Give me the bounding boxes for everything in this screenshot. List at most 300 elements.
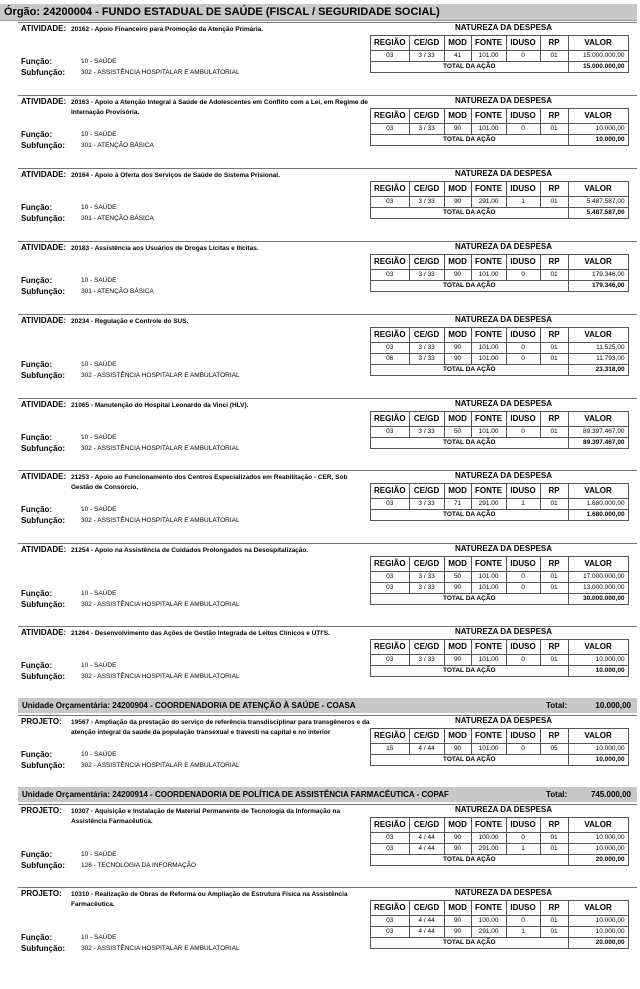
table-cell: 5.487.587,00	[568, 197, 628, 208]
funcao-value: 10 - SAÚDE	[81, 751, 117, 758]
table-cell: 10.000,00	[568, 833, 628, 844]
column-header: RP	[540, 412, 568, 427]
table-cell: 90	[444, 583, 471, 594]
table-cell: 3 / 33	[409, 343, 444, 354]
funcao-value: 10 - SAÚDE	[81, 590, 117, 597]
subfuncao-value: 301 - ATENÇÃO BÁSICA	[81, 288, 154, 295]
funcao-value: 10 - SAÚDE	[81, 361, 117, 368]
column-header: FONTE	[471, 182, 506, 197]
table-cell: 101.00	[471, 572, 506, 583]
column-header: MOD	[444, 182, 471, 197]
column-header: IDUSO	[506, 901, 540, 916]
table-row	[371, 655, 629, 666]
funcao-value: 10 - SAÚDE	[81, 506, 117, 513]
column-header: IDUSO	[506, 328, 540, 343]
table-cell: 10.000,00	[568, 744, 628, 755]
column-header: CE/GD	[409, 901, 444, 916]
table-cell: 291.00	[471, 197, 506, 208]
column-header: REGIÃO	[371, 557, 410, 572]
table-cell: 1	[506, 844, 540, 855]
table-cell: 03	[371, 427, 410, 438]
table-cell: 01	[540, 927, 568, 938]
column-header: FONTE	[471, 729, 506, 744]
funcao-label: Função:	[21, 850, 53, 859]
subfuncao-value: 126 - TECNOLOGIA DA INFORMAÇÃO	[81, 862, 197, 869]
total-acao-value: 20.000,00	[568, 855, 628, 866]
column-header: FONTE	[471, 412, 506, 427]
column-header: REGIÃO	[371, 901, 410, 916]
total-row	[371, 208, 629, 219]
total-acao-value: 10.000,00	[568, 135, 628, 146]
funcao-label: Função:	[21, 130, 53, 139]
column-header: VALOR	[568, 557, 628, 572]
total-acao-value: 5.487.587,00	[568, 208, 628, 219]
table-cell: 01	[540, 583, 568, 594]
natureza-heading: NATUREZA DA DESPESA	[454, 315, 553, 324]
table-cell: 101.00	[471, 354, 506, 365]
funcao-label: Função:	[21, 933, 53, 942]
table-cell: 05	[540, 744, 568, 755]
total-acao-label: TOTAL DA AÇÃO	[371, 208, 569, 219]
column-header: MOD	[444, 109, 471, 124]
table-cell: 0	[506, 744, 540, 755]
table-cell: 15.000.000,00	[568, 51, 628, 62]
table-cell: 0	[506, 270, 540, 281]
subfuncao-label: Subfunção:	[21, 672, 65, 681]
column-header: VALOR	[568, 729, 628, 744]
total-row	[371, 438, 629, 449]
column-header: CE/GD	[409, 412, 444, 427]
subfuncao-label: Subfunção:	[21, 141, 65, 150]
table-cell: 01	[540, 572, 568, 583]
table-cell: 89.397.467,00	[568, 427, 628, 438]
item-kind-label: PROJETO:	[21, 806, 62, 815]
table-row	[371, 744, 629, 755]
unidade-title: Unidade Orçamentária: 24200914 - COORDENADORIA DE POLÍTICA DE ASSISTÊNCIA FARMACÊUTICA - COPAF	[22, 790, 449, 799]
column-header: VALOR	[568, 484, 628, 499]
subfuncao-label: Subfunção:	[21, 371, 65, 380]
item-kind-label: ATIVIDADE:	[21, 24, 67, 33]
column-header: CE/GD	[409, 729, 444, 744]
table-cell: 3 / 33	[409, 427, 444, 438]
table-cell: 11.793,00	[568, 354, 628, 365]
table-row	[371, 343, 629, 354]
total-acao-label: TOTAL DA AÇÃO	[371, 510, 569, 521]
total-row	[371, 855, 629, 866]
natureza-heading: NATUREZA DA DESPESA	[454, 805, 553, 814]
table-header-row	[371, 109, 629, 124]
total-acao-label: TOTAL DA AÇÃO	[371, 62, 569, 73]
total-acao-label: TOTAL DA AÇÃO	[371, 594, 569, 605]
column-header: RP	[540, 484, 568, 499]
total-row	[371, 755, 629, 766]
natureza-heading: NATUREZA DA DESPESA	[454, 627, 553, 636]
table-header-row	[371, 484, 629, 499]
item-kind-label: ATIVIDADE:	[21, 170, 67, 179]
table-cell: 1	[506, 197, 540, 208]
funcao-label: Função:	[21, 203, 53, 212]
column-header: REGIÃO	[371, 484, 410, 499]
table-cell: 3 / 33	[409, 124, 444, 135]
column-header: MOD	[444, 255, 471, 270]
total-acao-value: 10.000,00	[568, 666, 628, 677]
table-cell: 4 / 44	[409, 927, 444, 938]
table-cell: 03	[371, 499, 410, 510]
total-acao-value: 30.000.000,00	[568, 594, 628, 605]
table-cell: 90	[444, 124, 471, 135]
table-header-row	[371, 36, 629, 51]
table-cell: 90	[444, 354, 471, 365]
funcao-label: Função:	[21, 276, 53, 285]
table-cell: 01	[540, 916, 568, 927]
column-header: MOD	[444, 557, 471, 572]
subfuncao-value: 302 - ASSISTÊNCIA HOSPITALAR E AMBULATORIAL	[81, 673, 240, 680]
table-cell: 90	[444, 655, 471, 666]
item-kind-label: ATIVIDADE:	[21, 316, 67, 325]
table-cell: 03	[371, 572, 410, 583]
table-row	[371, 197, 629, 208]
total-row	[371, 135, 629, 146]
unidade-orcamentaria-bar	[18, 787, 637, 802]
column-header: RP	[540, 255, 568, 270]
unidade-orcamentaria-bar	[18, 698, 637, 713]
column-header: IDUSO	[506, 182, 540, 197]
table-cell: 3 / 33	[409, 583, 444, 594]
table-row	[371, 927, 629, 938]
funcao-value: 10 - SAÚDE	[81, 934, 117, 941]
natureza-table	[370, 108, 629, 146]
total-acao-value: 20.000,00	[568, 938, 628, 949]
unidade-total-label: Total:	[546, 701, 568, 710]
table-cell: 90	[444, 270, 471, 281]
table-cell: 10.000,00	[568, 927, 628, 938]
table-header-row	[371, 557, 629, 572]
table-cell: 291.00	[471, 844, 506, 855]
column-header: IDUSO	[506, 412, 540, 427]
subfuncao-value: 302 - ASSISTÊNCIA HOSPITALAR E AMBULATORIAL	[81, 69, 240, 76]
table-cell: 3 / 33	[409, 354, 444, 365]
column-header: RP	[540, 640, 568, 655]
table-cell: 291.00	[471, 499, 506, 510]
item-kind-label: ATIVIDADE:	[21, 628, 67, 637]
table-cell: 10.000,00	[568, 655, 628, 666]
item-description: 20163 - Apoio a Atenção Integral à Saúde de Adolescentes em Conflito com a Lei, em Regime de Internação Provisória.	[71, 99, 368, 116]
item-kind-label: PROJETO:	[21, 889, 62, 898]
table-cell: 13.000.000,00	[568, 583, 628, 594]
item-description: 10310 - Realização de Obras de Reforma ou Ampliação de Estrutura Física na Assistência Farmacêutica.	[71, 891, 348, 908]
subfuncao-value: 302 - ASSISTÊNCIA HOSPITALAR E AMBULATORIAL	[81, 372, 240, 379]
subfuncao-value: 302 - ASSISTÊNCIA HOSPITALAR E AMBULATORIAL	[81, 601, 240, 608]
table-cell: 01	[540, 270, 568, 281]
table-cell: 0	[506, 916, 540, 927]
natureza-table	[370, 35, 629, 73]
column-header: FONTE	[471, 818, 506, 833]
subfuncao-value: 302 - ASSISTÊNCIA HOSPITALAR E AMBULATORIAL	[81, 517, 240, 524]
column-header: REGIÃO	[371, 818, 410, 833]
subfuncao-label: Subfunção:	[21, 944, 65, 953]
column-header: RP	[540, 328, 568, 343]
unidade-total-value: 745.000,00	[590, 790, 631, 799]
unidade-total-value: 10.000,00	[595, 701, 631, 710]
table-cell: 4 / 44	[409, 844, 444, 855]
table-cell: 15	[371, 744, 410, 755]
table-cell: 11.525,00	[568, 343, 628, 354]
table-cell: 50	[444, 572, 471, 583]
column-header: VALOR	[568, 412, 628, 427]
natureza-heading: NATUREZA DA DESPESA	[454, 242, 553, 251]
column-header: IDUSO	[506, 109, 540, 124]
table-cell: 17.000.000,00	[568, 572, 628, 583]
column-header: MOD	[444, 328, 471, 343]
total-acao-value: 15.000.000,00	[568, 62, 628, 73]
natureza-table	[370, 483, 629, 521]
table-cell: 3 / 33	[409, 197, 444, 208]
column-header: FONTE	[471, 36, 506, 51]
column-header: CE/GD	[409, 640, 444, 655]
column-header: RP	[540, 729, 568, 744]
column-header: VALOR	[568, 109, 628, 124]
column-header: VALOR	[568, 640, 628, 655]
table-cell: 179.346,00	[568, 270, 628, 281]
table-cell: 01	[540, 51, 568, 62]
column-header: FONTE	[471, 109, 506, 124]
table-cell: 0	[506, 655, 540, 666]
table-cell: 01	[540, 343, 568, 354]
table-cell: 101.00	[471, 51, 506, 62]
column-header: IDUSO	[506, 640, 540, 655]
column-header: RP	[540, 557, 568, 572]
table-row	[371, 270, 629, 281]
column-header: CE/GD	[409, 484, 444, 499]
column-header: MOD	[444, 640, 471, 655]
natureza-table	[370, 728, 629, 766]
table-cell: 101.00	[471, 583, 506, 594]
natureza-heading: NATUREZA DA DESPESA	[454, 716, 553, 725]
table-cell: 41	[444, 51, 471, 62]
column-header: IDUSO	[506, 484, 540, 499]
table-cell: 01	[540, 833, 568, 844]
total-acao-label: TOTAL DA AÇÃO	[371, 938, 569, 949]
column-header: REGIÃO	[371, 412, 410, 427]
table-cell: 50	[444, 427, 471, 438]
table-cell: 4 / 44	[409, 833, 444, 844]
table-header-row	[371, 640, 629, 655]
column-header: RP	[540, 818, 568, 833]
subfuncao-value: 302 - ASSISTÊNCIA HOSPITALAR E AMBULATORIAL	[81, 762, 240, 769]
table-cell: 03	[371, 583, 410, 594]
table-cell: 10.000,00	[568, 124, 628, 135]
subfuncao-label: Subfunção:	[21, 516, 65, 525]
total-row	[371, 510, 629, 521]
column-header: FONTE	[471, 484, 506, 499]
table-cell: 03	[371, 270, 410, 281]
column-header: VALOR	[568, 182, 628, 197]
table-cell: 06	[371, 354, 410, 365]
table-cell: 90	[444, 833, 471, 844]
total-acao-value: 23.318,00	[568, 365, 628, 376]
total-acao-value: 1.680.000,00	[568, 510, 628, 521]
column-header: REGIÃO	[371, 328, 410, 343]
table-cell: 100.00	[471, 833, 506, 844]
total-acao-label: TOTAL DA AÇÃO	[371, 438, 569, 449]
column-header: REGIÃO	[371, 255, 410, 270]
column-header: CE/GD	[409, 109, 444, 124]
table-cell: 100.00	[471, 916, 506, 927]
column-header: MOD	[444, 36, 471, 51]
column-header: MOD	[444, 818, 471, 833]
table-cell: 4 / 44	[409, 744, 444, 755]
subfuncao-value: 301 - ATENÇÃO BÁSICA	[81, 142, 154, 149]
table-cell: 3 / 33	[409, 655, 444, 666]
item-description: 19567 - Ampliação da prestação do serviço de referência transdisciplinar para transgêneros e da atenção integral da saúde da população transexual e travesti na capital e no interior	[71, 719, 370, 736]
natureza-table	[370, 556, 629, 605]
table-cell: 90	[444, 744, 471, 755]
natureza-table	[370, 254, 629, 292]
natureza-table	[370, 411, 629, 449]
total-acao-value: 89.397.467,00	[568, 438, 628, 449]
unidade-total-label: Total:	[546, 790, 568, 799]
table-cell: 291.00	[471, 927, 506, 938]
table-cell: 01	[540, 354, 568, 365]
column-header: RP	[540, 901, 568, 916]
table-cell: 3 / 33	[409, 270, 444, 281]
table-cell: 03	[371, 343, 410, 354]
item-kind-label: ATIVIDADE:	[21, 97, 67, 106]
table-header-row	[371, 182, 629, 197]
column-header: MOD	[444, 901, 471, 916]
table-cell: 101.00	[471, 343, 506, 354]
natureza-table	[370, 327, 629, 376]
total-row	[371, 594, 629, 605]
total-acao-label: TOTAL DA AÇÃO	[371, 281, 569, 292]
column-header: IDUSO	[506, 729, 540, 744]
table-cell: 01	[540, 197, 568, 208]
table-header-row	[371, 901, 629, 916]
total-acao-label: TOTAL DA AÇÃO	[371, 855, 569, 866]
subfuncao-value: 302 - ASSISTÊNCIA HOSPITALAR E AMBULATORIAL	[81, 945, 240, 952]
subfuncao-label: Subfunção:	[21, 600, 65, 609]
column-header: REGIÃO	[371, 36, 410, 51]
table-cell: 01	[540, 499, 568, 510]
table-row	[371, 833, 629, 844]
table-header-row	[371, 328, 629, 343]
column-header: MOD	[444, 484, 471, 499]
table-cell: 0	[506, 833, 540, 844]
subfuncao-value: 302 - ASSISTÊNCIA HOSPITALAR E AMBULATORIAL	[81, 445, 240, 452]
table-cell: 01	[540, 124, 568, 135]
natureza-heading: NATUREZA DA DESPESA	[454, 544, 553, 553]
table-header-row	[371, 818, 629, 833]
item-description: 21264 - Desenvolvimento das Ações de Gestão Integrada de Leitos Clínicos e UTI'S.	[71, 630, 330, 637]
table-cell: 101.00	[471, 270, 506, 281]
column-header: REGIÃO	[371, 640, 410, 655]
column-header: CE/GD	[409, 557, 444, 572]
table-cell: 90	[444, 197, 471, 208]
natureza-heading: NATUREZA DA DESPESA	[454, 23, 553, 32]
column-header: FONTE	[471, 328, 506, 343]
table-cell: 71	[444, 499, 471, 510]
total-acao-value: 179.346,00	[568, 281, 628, 292]
column-header: CE/GD	[409, 255, 444, 270]
column-header: MOD	[444, 412, 471, 427]
natureza-heading: NATUREZA DA DESPESA	[454, 96, 553, 105]
total-row	[371, 62, 629, 73]
table-cell: 03	[371, 655, 410, 666]
table-cell: 90	[444, 927, 471, 938]
table-cell: 01	[540, 844, 568, 855]
column-header: VALOR	[568, 36, 628, 51]
orgao-header: Órgão: 24200004 - FUNDO ESTADUAL DE SAÚDE (FISCAL / SEGURIDADE SOCIAL)	[0, 4, 637, 21]
funcao-label: Função:	[21, 750, 53, 759]
table-cell: 0	[506, 583, 540, 594]
table-cell: 01	[540, 427, 568, 438]
item-description: 21065 - Manutenção do Hospital Leonardo da Vinci (HLV).	[71, 402, 249, 409]
table-cell: 90	[444, 916, 471, 927]
column-header: REGIÃO	[371, 729, 410, 744]
table-row	[371, 427, 629, 438]
total-row	[371, 281, 629, 292]
subfuncao-label: Subfunção:	[21, 68, 65, 77]
column-header: FONTE	[471, 640, 506, 655]
column-header: FONTE	[471, 255, 506, 270]
column-header: VALOR	[568, 901, 628, 916]
table-row	[371, 916, 629, 927]
table-cell: 0	[506, 51, 540, 62]
column-header: VALOR	[568, 255, 628, 270]
item-description: 20162 - Apoio Financeiro para Promoção da Atenção Primária.	[71, 26, 264, 33]
table-cell: 4 / 44	[409, 916, 444, 927]
item-description: 20164 - Apoio à Oferta dos Serviços de Saúde do Sistema Prisional.	[71, 172, 280, 179]
table-cell: 10.000,00	[568, 916, 628, 927]
table-header-row	[371, 729, 629, 744]
table-row	[371, 583, 629, 594]
table-cell: 101.00	[471, 427, 506, 438]
total-row	[371, 666, 629, 677]
item-kind-label: ATIVIDADE:	[21, 545, 67, 554]
funcao-value: 10 - SAÚDE	[81, 434, 117, 441]
column-header: IDUSO	[506, 557, 540, 572]
funcao-label: Função:	[21, 589, 53, 598]
item-kind-label: ATIVIDADE:	[21, 400, 67, 409]
column-header: REGIÃO	[371, 109, 410, 124]
table-cell: 101.00	[471, 655, 506, 666]
subfuncao-label: Subfunção:	[21, 444, 65, 453]
column-header: CE/GD	[409, 36, 444, 51]
item-kind-label: PROJETO:	[21, 717, 62, 726]
funcao-value: 10 - SAÚDE	[81, 277, 117, 284]
natureza-heading: NATUREZA DA DESPESA	[454, 169, 553, 178]
table-cell: 0	[506, 124, 540, 135]
total-acao-label: TOTAL DA AÇÃO	[371, 365, 569, 376]
table-cell: 3 / 33	[409, 572, 444, 583]
natureza-heading: NATUREZA DA DESPESA	[454, 888, 553, 897]
table-cell: 90	[444, 343, 471, 354]
column-header: VALOR	[568, 328, 628, 343]
item-description: 20183 - Assistência aos Usuários de Drogas Lícitas e Ilícitas.	[71, 245, 259, 252]
table-row	[371, 51, 629, 62]
funcao-label: Função:	[21, 360, 53, 369]
total-acao-label: TOTAL DA AÇÃO	[371, 666, 569, 677]
table-cell: 3 / 33	[409, 499, 444, 510]
total-row	[371, 938, 629, 949]
column-header: MOD	[444, 729, 471, 744]
funcao-label: Função:	[21, 57, 53, 66]
column-header: FONTE	[471, 557, 506, 572]
subfuncao-value: 301 - ATENÇÃO BÁSICA	[81, 215, 154, 222]
column-header: CE/GD	[409, 328, 444, 343]
natureza-heading: NATUREZA DA DESPESA	[454, 399, 553, 408]
natureza-table	[370, 639, 629, 677]
